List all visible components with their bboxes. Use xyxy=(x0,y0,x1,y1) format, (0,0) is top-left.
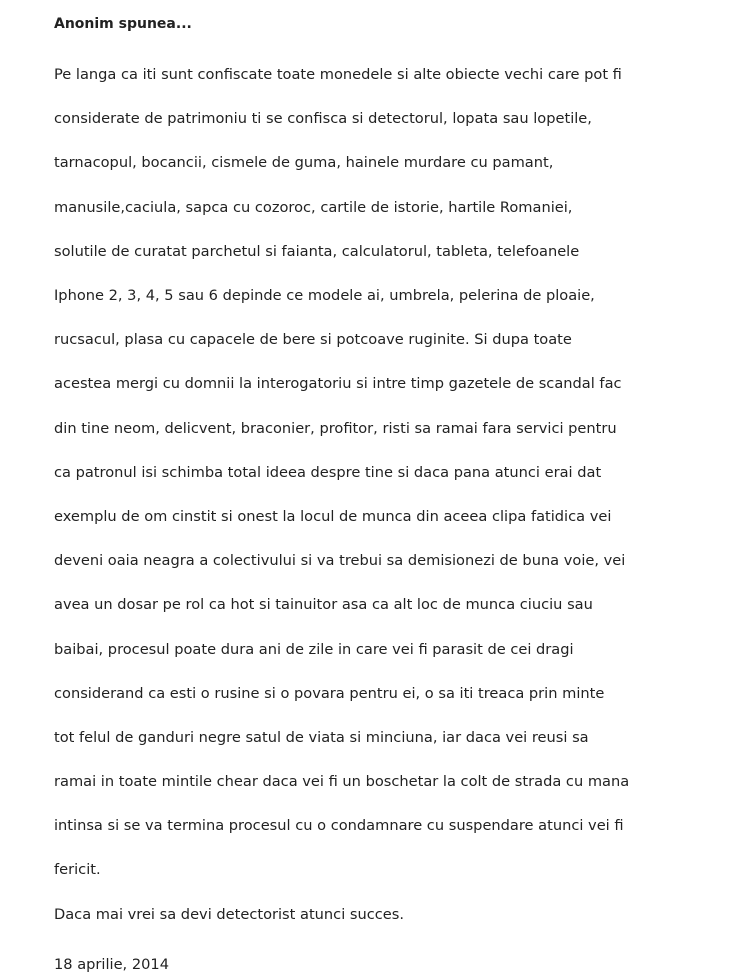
comment-line: considerand ca esti o rusine si o povara pentru ei, o sa iti treaca prin minte xyxy=(54,684,605,702)
comment-line: tot felul de ganduri negre satul de viata si minciuna, iar daca vei reusi sa xyxy=(54,728,589,746)
comment-author: Anonim spunea... xyxy=(54,16,192,32)
comment-line: Iphone 2, 3, 4, 5 sau 6 depinde ce modele ai, umbrela, pelerina de ploaie, xyxy=(54,287,595,305)
comment xyxy=(54,14,734,976)
comment-body xyxy=(54,42,734,948)
comment-line: exemplu de om cinstit si onest la locul de munca din aceea clipa fatidica vei xyxy=(54,507,612,525)
comment-line: deveni oaia neagra a colectivului si va trebui sa demisionezi de buna voie, vei xyxy=(54,552,626,570)
comment-line: acestea mergi cu domnii la interogatoriu si intre timp gazetele de scandal fac xyxy=(54,375,622,393)
comment-line: Daca mai vrei sa devi detectorist atunci succes. xyxy=(54,905,405,923)
comment-line: Pe langa ca iti sunt confiscate toate monedele si alte obiecte vechi care pot fi xyxy=(54,66,622,84)
comment-line: solutile de curatat parchetul si faianta, calculatorul, tableta, telefoanele xyxy=(54,242,580,260)
comment-line: considerate de patrimoniu ti se confisca si detectorul, lopata sau lopetile, xyxy=(54,110,592,128)
comment-line: manusile,caciula, sapca cu cozoroc, cartile de istorie, hartile Romaniei, xyxy=(54,198,573,216)
comment-line: intinsa si se va termina procesul cu o condamnare cu suspendare atunci vei fi xyxy=(54,817,624,835)
comment-line: ramai in toate mintile chear daca vei fi un boschetar la colt de strada cu mana xyxy=(54,773,630,791)
comment-line: din tine neom, delicvent, braconier, profitor, risti sa ramai fara servici pentru xyxy=(54,419,617,437)
comment-line: baibai, procesul poate dura ani de zile in care vei fi parasit de cei dragi xyxy=(54,640,574,658)
comment-line: fericit. xyxy=(54,861,101,879)
comment-line: ca patronul isi schimba total ideea despre tine si daca pana atunci erai dat xyxy=(54,463,602,481)
comment-line: tarnacopul, bocancii, cismele de guma, hainele murdare cu pamant, xyxy=(54,154,554,172)
comment-line: avea un dosar pe rol ca hot si tainuitor asa ca alt loc de munca ciuciu sau xyxy=(54,596,593,614)
comment-line: rucsacul, plasa cu capacele de bere si potcoave ruginite. Si dupa toate xyxy=(54,331,572,349)
comment-date: 18 aprilie, 2014 xyxy=(54,955,169,973)
